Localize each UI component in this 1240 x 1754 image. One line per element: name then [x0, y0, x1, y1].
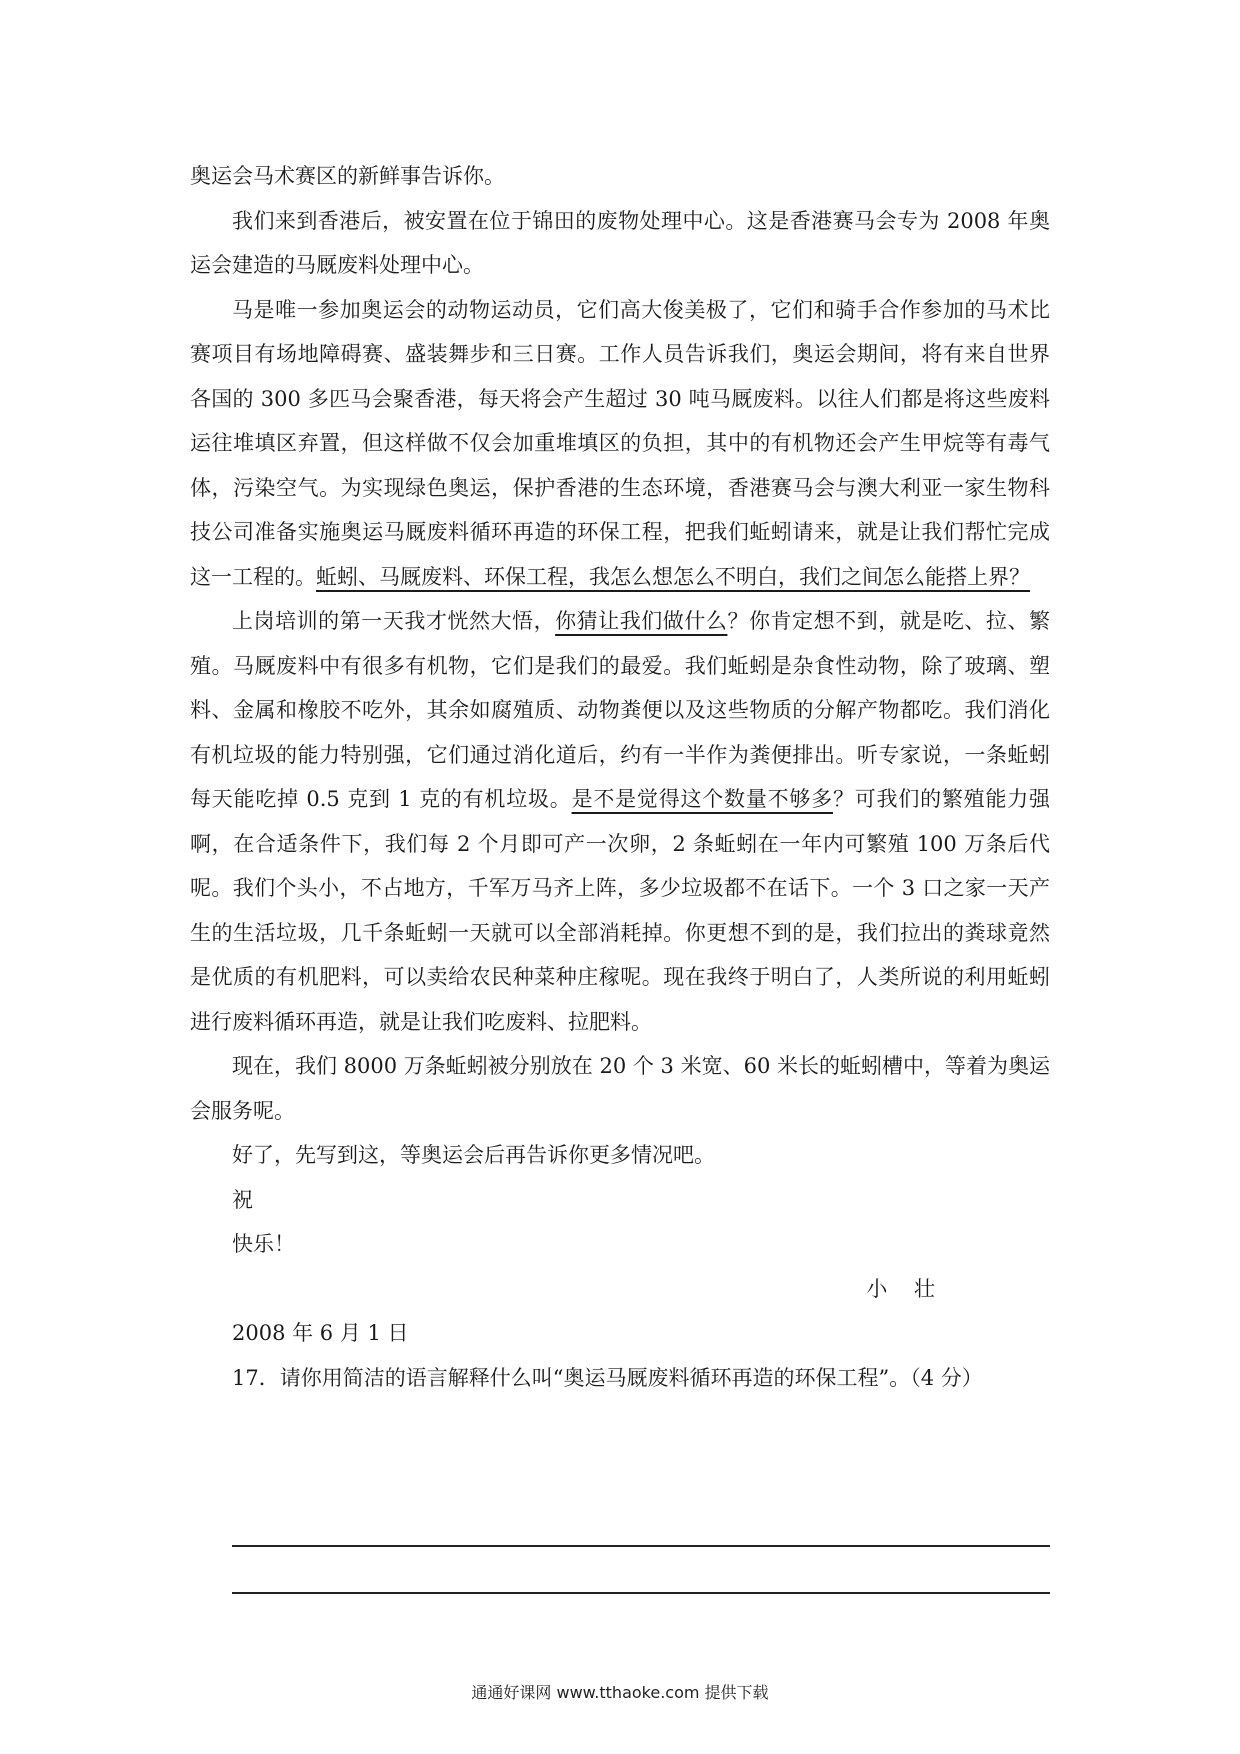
- answer-line-1[interactable]: [232, 1545, 1050, 1547]
- underlined-question-1: 蚯蚓、马厩废料、环保工程，我怎么想怎么不明白，我们之间怎么能搭上界？: [316, 564, 1030, 589]
- paragraph-training: [190, 599, 1050, 1044]
- paragraph-now: 现在，我们 8000 万条蚯蚓被分别放在 20 个 3 米宽、60 米长的蚯蚓槽中，等着为奥运会服务呢。: [190, 1054, 1050, 1123]
- signature: 小 壮: [866, 1276, 945, 1301]
- paragraph-horses: [190, 288, 1050, 600]
- training-text-c: ？可我们的繁殖能力强啊，在合适条件下，我们每 2 个月即可产一次卵，2 条蚯蚓在一年内可繁殖 100 万条后代呢。我们个头小，不占地方，千军万马齐上阵，多少垃圾都不在话下。一个 3 口之家一天产生的生活垃圾，几千条蚯蚓一天就可以全部消耗掉。你更想不到的是，我们拉出的粪球竟然是优质的有机肥料，可以卖给农民种菜种庄稼呢。现在我终于明白了，人类所说的利用蚯蚓进行废料循环再造，就是让我们吃废料、拉肥料。: [190, 787, 1051, 1034]
- paragraph-intro-continued: 奥运会马术赛区的新鲜事告诉你。: [190, 164, 505, 188]
- closing-wish: 祝: [232, 1187, 253, 1212]
- answer-line-2[interactable]: [232, 1592, 1050, 1594]
- training-text-a: 上岗培训的第一天我才恍然大悟，: [232, 609, 556, 633]
- closing-happy: 快乐！: [232, 1232, 295, 1256]
- horses-text: 马是唯一参加奥运会的动物运动员，它们高大俊美极了，它们和骑手合作参加的马术比赛项目有场地障碍赛、盛装舞步和三日赛。工作人员告诉我们，奥运会期间，将有来自世界各国的 300 多匹马会聚香港，每天将会产生超过 30 吨马厩废料。以往人们都是将这些废料运往堆填区弃置，但这样做不仅会加重堆填区的负担，其中的有机物还会产生甲烷等有毒气体，污染空气。为实现绿色奥运，保护香港的生态环境，香港赛马会与澳大利亚一家生物科技公司准备实施奥运马厩废料循环再造的环保工程，把我们蚯蚓请来，就是让我们帮忙完成这一工程的。: [190, 297, 1050, 589]
- underlined-question-2: 你猜让我们做什么: [555, 609, 728, 633]
- footer-credit: 通通好课网 www.tthaoke.com 提供下载: [471, 1683, 769, 1702]
- question-17: 17．请你用简洁的语言解释什么叫“奥运马厩废料循环再造的环保工程”。（4 分）: [232, 1365, 983, 1390]
- letter-body: [190, 154, 1050, 1400]
- letter-date: 2008 年 6 月 1 日: [232, 1321, 409, 1345]
- paragraph-arrival: 我们来到香港后，被安置在位于锦田的废物处理中心。这是香港赛马会专为 2008 年奥运会建造的马厩废料处理中心。: [190, 208, 1050, 277]
- paragraph-closing: 好了，先写到这，等奥运会后再告诉你更多情况吧。: [232, 1143, 715, 1167]
- underlined-question-3: 是不是觉得这个数量不够多: [571, 787, 833, 811]
- training-text-b: ？你肯定想不到，就是吃、拉、繁殖。马厩废料中有很多有机物，它们是我们的最爱。我们蚯蚓是杂食性动物，除了玻璃、塑料、金属和橡胶不吃外，其余如腐殖质、动物粪便以及这些物质的分解产物都吃。我们消化有机垃圾的能力特别强，它们通过消化道后，约有一半作为粪便排出。听专家说，一条蚯蚓每天能吃掉 0.5 克到 1 克的有机垃圾。: [190, 609, 1051, 811]
